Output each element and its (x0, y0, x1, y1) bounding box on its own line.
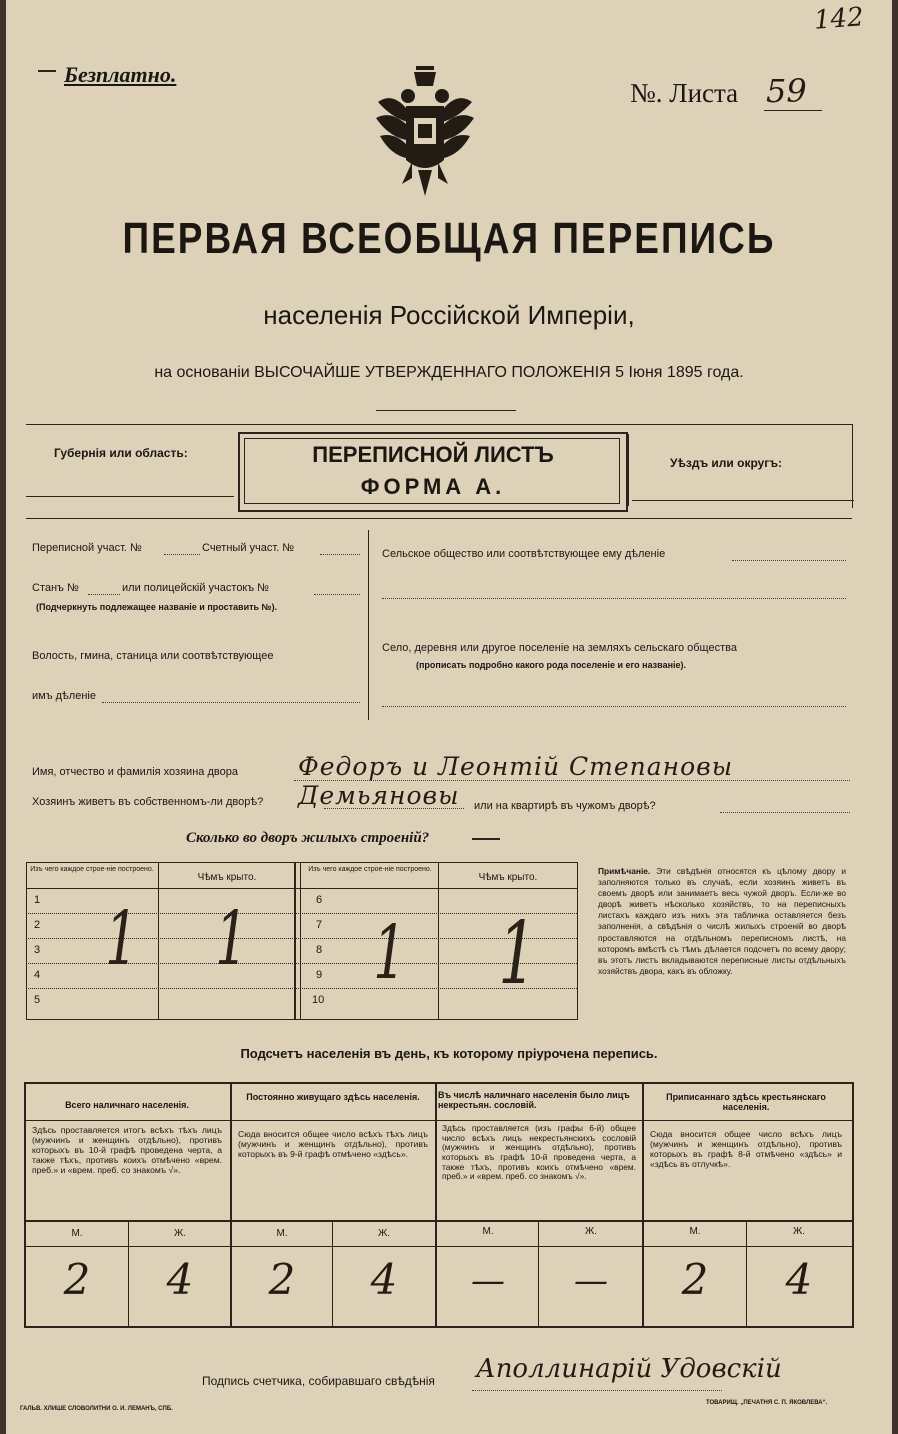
census-district-line (164, 554, 200, 555)
note-lead: Примѣчаніе. (598, 866, 651, 876)
form-title: ПЕРЕПИСНОЙ ЛИСТЪ (312, 442, 554, 467)
rural-society-line-2 (382, 598, 846, 599)
pop-mf-split-4 (746, 1220, 747, 1326)
col-roof-header-left: Чѣмъ крыто. (197, 872, 257, 883)
printer-left: ГАЛЬВ. ХЛИШЕ СЛОВОЛИТНИ О. И. ЛЕМАНЪ, СПБ. (20, 1406, 173, 1412)
pop-header-peasant: Приписаннаго здѣсь крестьянскаго населенія. (666, 1092, 826, 1113)
form-box-bottom (26, 518, 852, 519)
owner-name-value: Федоръ и Леонтій Степановы Демьяновы (298, 752, 734, 810)
ornament-rule (376, 410, 516, 411)
buildings-row-rule-4 (26, 988, 577, 989)
village-label: Село, деревня или другое поселеніе на земляхъ сельскаго общества (382, 642, 737, 654)
fields-divider (368, 530, 369, 720)
buildings-entry: 1 (373, 910, 407, 996)
rent-label: или на квартирѣ въ чужомъ дворѣ? (474, 800, 656, 812)
m-label: М. (482, 1226, 494, 1237)
owner-lives-line (324, 808, 464, 809)
owner-name-label: Имя, отчество и фамилія хозяина двора (32, 766, 238, 778)
resident-female-value: 4 (370, 1255, 398, 1304)
sheet-number-line (764, 110, 822, 111)
buildings-col-3 (438, 862, 439, 1019)
rent-line (720, 812, 850, 813)
province-line (26, 496, 234, 497)
row-number: 9 (316, 969, 323, 981)
f-label: Ж. (584, 1226, 597, 1237)
buildings-col-1 (158, 862, 159, 1019)
population-title: Подсчетъ населенія въ день, къ которому пріурочена перепись. (240, 1046, 658, 1061)
owner-lives-label: Хозяинъ живетъ въ собственномъ-ли дворѣ? (32, 796, 264, 808)
pop-desc-non-peasant: Здѣсь проставляется (изъ графы 6-й) общее число всѣхъ лицъ некрестьянскихъ сословій (мужчинъ и женщинъ отдѣльно), противъ которыхъ въ графѣ 10-й проведена черта, а также тѣхъ, противъ коихъ отмѣчено «врем. преб.» и «врем. преб. со знакомъ √». (442, 1123, 636, 1182)
pop-header-resident: Постоянно живущаго здѣсь населенія. (246, 1092, 420, 1102)
m-label: М. (689, 1226, 701, 1237)
total-male-value: 2 (63, 1255, 91, 1304)
note-block (598, 866, 846, 977)
buildings-question-dash (472, 838, 500, 840)
decree-basis: на основаніи ВЫСОЧАЙШЕ УТВЕРЖДЕННАГО ПОЛОЖЕНІЯ 5 Іюня 1895 года. (154, 364, 744, 381)
pop-header-non-peasant: Въ числѣ наличнаго населенія было лицъ некрестьян. сословій. (438, 1090, 630, 1111)
rural-society-label: Сельское общество или соотвѣтствующее ему дѣленіе (382, 548, 666, 560)
pop-desc-peasant: Сюда вносится общее число всѣхъ лицъ (мужчинъ и женщинъ отдѣльно), противъ которыхъ въ графѣ 8-й отмѣчено «здѣсь» и «здѣсь въ отлучкѣ». (650, 1129, 842, 1169)
district-label: Уѣздъ или округъ: (670, 456, 783, 470)
free-label: Безплатно. (64, 62, 177, 87)
village-line (382, 706, 846, 707)
row-number: 2 (34, 919, 41, 931)
census-district-label: Переписной участ. № (32, 542, 142, 554)
printer-right: ТОВАРИЩ. „ПЕЧАТНЯ С. П. ЯКОВЛЕВА“. (706, 1400, 828, 1406)
sheet-number-value: 59 (766, 72, 807, 110)
archive-page-number: 142 (813, 2, 865, 36)
sheet-number-label: №. Листа (630, 78, 739, 108)
pop-header-total: Всего наличнаго населенія. (65, 1100, 189, 1110)
resident-male-value: 2 (268, 1255, 296, 1304)
pop-mf-split-1 (128, 1220, 129, 1326)
page-subtitle: населенія Россійской Имперіи, (263, 300, 635, 330)
pop-mf-split-3 (538, 1220, 539, 1326)
underline-note: (Подчеркнуть подлежащее названіе и проставить №). (36, 602, 278, 612)
pop-group-rule-2 (435, 1082, 437, 1326)
pop-mf-rule (24, 1246, 852, 1247)
buildings-header-rule (26, 888, 577, 889)
row-number: 4 (34, 969, 41, 981)
volost-line (102, 702, 360, 703)
row-number: 8 (316, 944, 323, 956)
rural-society-line (732, 560, 846, 561)
buildings-entry: 1 (105, 896, 139, 982)
volost-label-2: имъ дѣленіе (32, 690, 96, 702)
buildings-mid-rule (294, 862, 296, 1019)
pop-desc-rule (24, 1220, 852, 1222)
row-number: 3 (34, 944, 41, 956)
imperial-eagle-icon (372, 62, 478, 202)
row-number: 1 (34, 894, 41, 906)
m-label: М. (71, 1228, 83, 1239)
peasant-female-value: 4 (785, 1255, 813, 1304)
col-built-header-left: Изъ чего каждое строе-ніе построено. (30, 866, 154, 873)
non-peasant-male-value: — (471, 1261, 505, 1301)
form-box-top (26, 424, 852, 425)
non-peasant-female-value: — (574, 1261, 608, 1301)
col-roof-header-right: Чѣмъ крыто. (478, 872, 538, 883)
row-number: 6 (316, 894, 323, 906)
row-number: 10 (312, 994, 325, 1006)
peasant-male-value: 2 (681, 1255, 709, 1304)
police-district-label: или полицейскій участокъ № (122, 582, 269, 594)
enumerator-signature: Аполлинарій Удовскій (476, 1354, 782, 1384)
form-type: ФОРМА А. (360, 474, 506, 499)
f-label: Ж. (377, 1228, 390, 1239)
count-district-label: Счетный участ. № (202, 542, 295, 554)
page-title: ПЕРВАЯ ВСЕОБЩАЯ ПЕРЕПИСЬ (122, 214, 776, 263)
pop-mf-split-2 (332, 1220, 333, 1326)
f-label: Ж. (792, 1226, 805, 1237)
buildings-mid-rule-2 (300, 862, 301, 1019)
pop-desc-resident: Сюда вносится общее число всѣхъ тѣхъ лицъ (мужчинъ и женщинъ отдѣльно), противъ которыхъ въ 9-й графѣ отмѣчено «здѣсь». (238, 1129, 428, 1159)
buildings-question: Сколько во дворъ жилыхъ строеній? (186, 830, 430, 846)
province-label: Губернія или область: (54, 446, 188, 460)
police-district-line (314, 594, 360, 595)
stan-line (88, 594, 120, 595)
count-district-line (320, 554, 360, 555)
district-box-left (628, 434, 629, 506)
pop-header-rule (24, 1120, 852, 1121)
row-number: 7 (316, 919, 323, 931)
pop-desc-total: Здѣсь проставляется итогъ всѣхъ тѣхъ лицъ (мужчинъ и женщинъ отдѣльно), противъ которыхъ въ 10-й графѣ проведена черта, а также тѣхъ, противъ коихъ отмѣчено «врем. преб.» и «врем. преб. со знакомъ √». (32, 1125, 222, 1175)
district-line (632, 500, 854, 501)
total-female-value: 4 (166, 1255, 194, 1304)
col-built-header-right: Изъ чего каждое строе-ніе построено. (308, 866, 432, 873)
row-number: 5 (34, 994, 41, 1006)
signature-line (472, 1390, 722, 1391)
free-dash (38, 70, 56, 72)
f-label: Ж. (173, 1228, 186, 1239)
district-box-right (852, 424, 853, 508)
m-label: М. (276, 1228, 288, 1239)
note-text: Эти свѣдѣнія относятся къ цѣлому двору и заполняются только въ случаѣ, если хозяинъ живетъ въ своемъ дворѣ или занимаетъ весь чужой дворъ. Если-же во дворѣ живетъ нѣсколько хозяйствъ, то на переписныхъ листахъ каждаго изъ нихъ эта табличка оставляется безъ заполненія, а свѣдѣнія о числѣ жилыхъ строеній во дворѣ проставляются на отдѣльномъ переписномъ листѣ, на которомъ вмѣстѣ съ тѣмъ дѣлается подсчетъ по всему двору; въ этотъ листъ вкладываются переписные листы отдѣльныхъ хозяйствъ двора, какъ въ обложку. (598, 866, 846, 976)
stan-label: Станъ № (32, 582, 79, 594)
village-note: (прописать подробно какого рода поселеніе и его названіе). (416, 660, 687, 670)
buildings-entry: 1 (215, 896, 249, 982)
census-sheet (6, 0, 892, 1434)
buildings-entry: 1 (498, 904, 537, 1004)
signature-label: Подпись счетчика, собиравшаго свѣдѣнія (202, 1374, 435, 1388)
volost-label: Волость, гмина, станица или соотвѣтствующее (32, 650, 274, 662)
